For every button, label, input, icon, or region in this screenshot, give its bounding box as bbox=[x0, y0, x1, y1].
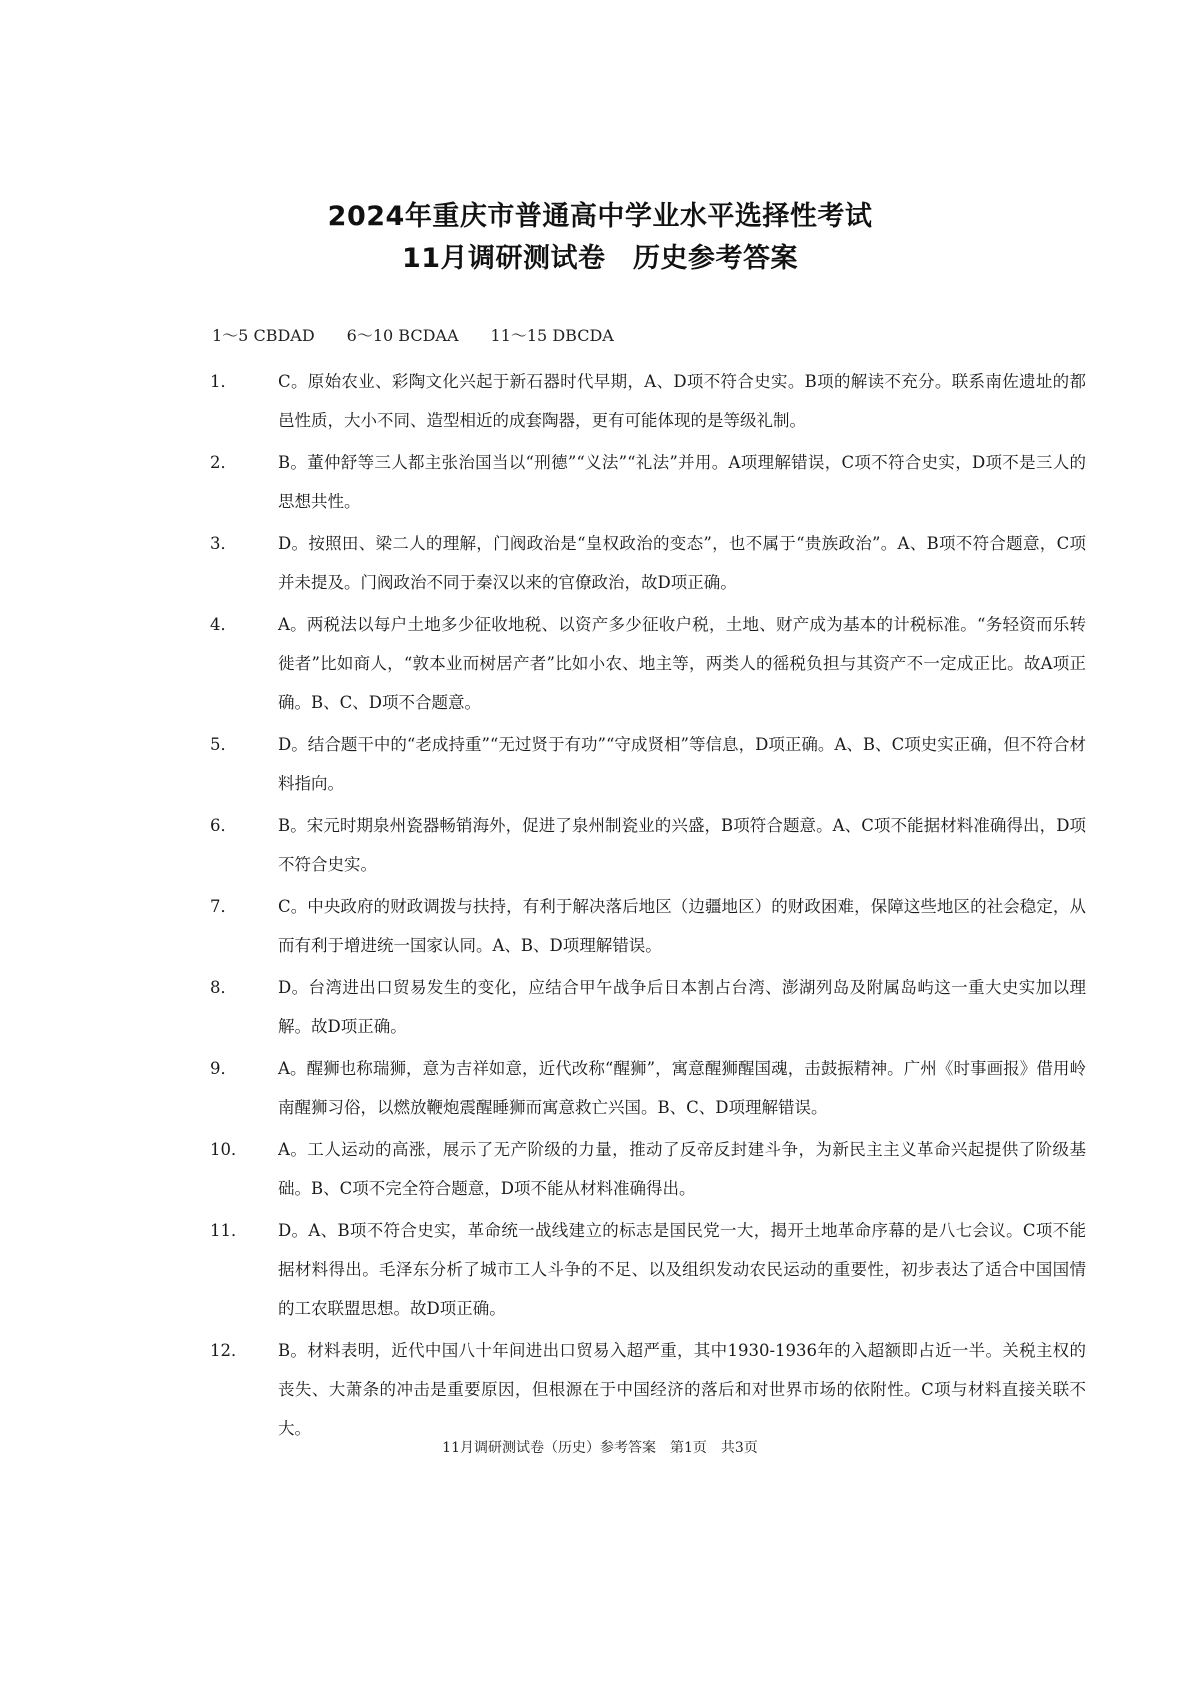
main-title: 2024年重庆市普通高中学业水平选择性考试 bbox=[327, 201, 873, 232]
answer-item bbox=[210, 1331, 1086, 1448]
answer-item bbox=[210, 605, 1086, 722]
answer-explanation: A。工人运动的高涨，展示了无产阶级的力量，推动了反帝反封建斗争，为新民主主义革命兴起提供了阶级基础。B、C项不完全符合题意，D项不能从材料准确得出。 bbox=[278, 1140, 1086, 1198]
answer-item bbox=[210, 725, 1086, 803]
answer-item bbox=[210, 968, 1086, 1046]
answer-summary: 1～5 CBDAD 6～10 BCDAA 11～15 DBCDA bbox=[212, 326, 614, 345]
answer-explanation: C。原始农业、彩陶文化兴起于新石器时代早期，A、D项不符合史实。B项的解读不充分。联系南佐遗址的都邑性质，大小不同、造型相近的成套陶器，更有可能体现的是等级礼制。 bbox=[278, 372, 1086, 430]
answer-explanation: D。A、B项不符合史实，革命统一战线建立的标志是国民党一大，揭开土地革命序幕的是八七会议。C项不能据材料得出。毛泽东分析了城市工人斗争的不足、以及组织发动农民运动的重要性，初步表达了适合中国国情的工农联盟思想。故D项正确。 bbox=[278, 1221, 1086, 1318]
answer-number: 9． bbox=[210, 1059, 237, 1078]
answer-number: 6． bbox=[210, 816, 237, 835]
answer-number: 2． bbox=[210, 453, 237, 472]
answer-item bbox=[210, 1130, 1086, 1208]
answer-number: 8． bbox=[210, 978, 237, 997]
page-footer: 11月调研测试卷（历史）参考答案 第1页 共3页 bbox=[442, 1440, 758, 1456]
answer-explanation: C。中央政府的财政调拨与扶持，有利于解决落后地区（边疆地区）的财政困难，保障这些地区的社会稳定，从而有利于增进统一国家认同。A、B、D项理解错误。 bbox=[278, 897, 1086, 955]
answer-item bbox=[210, 887, 1086, 965]
answer-number: 3． bbox=[210, 534, 237, 553]
answer-explanation: D。台湾进出口贸易发生的变化，应结合甲午战争后日本割占台湾、澎湖列岛及附属岛屿这一重大史实加以理解。故D项正确。 bbox=[278, 978, 1086, 1036]
answer-explanation: D。结合题干中的“老成持重”“无过贤于有功”“守成贤相”等信息，D项正确。A、B、C项史实正确，但不符合材料指向。 bbox=[278, 735, 1086, 793]
answer-item bbox=[210, 524, 1086, 602]
answer-list bbox=[210, 362, 1086, 1451]
answer-explanation: A。醒狮也称瑞狮，意为吉祥如意，近代改称“醒狮”，寓意醒狮醒国魂，击鼓振精神。广州《时事画报》借用岭南醒狮习俗，以燃放鞭炮震醒睡狮而寓意救亡兴国。B、C、D项理解错误。 bbox=[278, 1059, 1086, 1117]
answer-number: 1． bbox=[210, 372, 237, 391]
answer-explanation: B。材料表明，近代中国八十年间进出口贸易入超严重，其中1930-1936年的入超额即占近一半。关税主权的丧失、大萧条的冲击是重要原因，但根源在于中国经济的落后和对世界市场的依附性。C项与材料直接关联不大。 bbox=[278, 1341, 1086, 1438]
answer-number: 11． bbox=[210, 1221, 248, 1240]
answer-number: 10． bbox=[210, 1140, 248, 1159]
answer-item bbox=[210, 806, 1086, 884]
answer-explanation: A。两税法以每户土地多少征收地税、以资产多少征收户税，土地、财产成为基本的计税标准。“务轻资而乐转徙者”比如商人，“敦本业而树居产者”比如小农、地主等，两类人的徭税负担与其资产不一定成正比。故A项正确。B、C、D项不合题意。 bbox=[278, 615, 1086, 712]
answer-item bbox=[210, 1049, 1086, 1127]
answer-number: 12． bbox=[210, 1341, 248, 1360]
answer-item bbox=[210, 362, 1086, 440]
title-block bbox=[0, 196, 1200, 280]
answer-explanation: B。董仲舒等三人都主张治国当以“刑德”“义法”“礼法”并用。A项理解错误，C项不符合史实，D项不是三人的思想共性。 bbox=[278, 453, 1086, 511]
answer-item bbox=[210, 443, 1086, 521]
answer-explanation: D。按照田、梁二人的理解，门阀政治是“皇权政治的变态”，也不属于“贵族政治”。A、B项不符合题意，C项并未提及。门阀政治不同于秦汉以来的官僚政治，故D项正确。 bbox=[278, 534, 1086, 592]
answer-item bbox=[210, 1211, 1086, 1328]
answer-number: 4． bbox=[210, 615, 237, 634]
answer-explanation: B。宋元时期泉州瓷器畅销海外，促进了泉州制瓷业的兴盛，B项符合题意。A、C项不能据材料准确得出，D项不符合史实。 bbox=[278, 816, 1086, 874]
answer-number: 7． bbox=[210, 897, 237, 916]
answer-number: 5． bbox=[210, 735, 237, 754]
sub-title: 11月调研测试卷 历史参考答案 bbox=[401, 243, 799, 274]
